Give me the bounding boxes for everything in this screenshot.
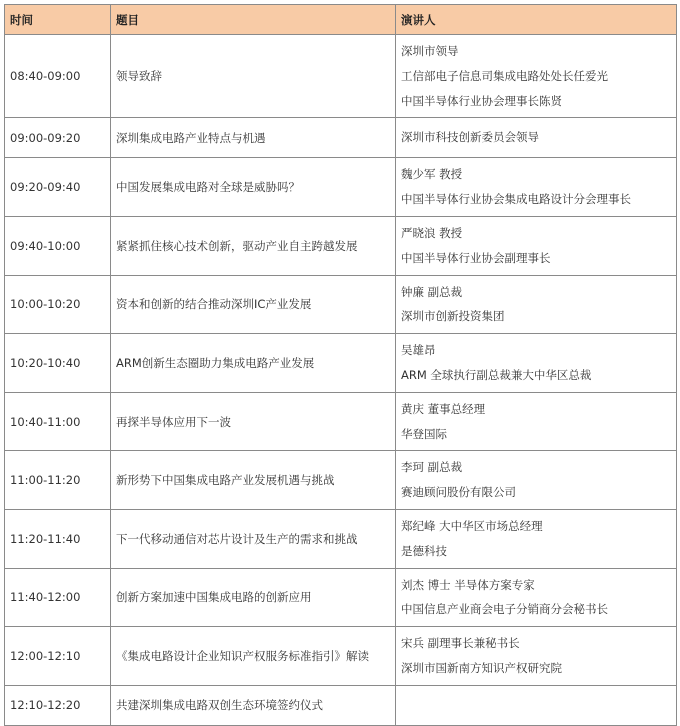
speaker-line: 深圳市领导 — [401, 44, 459, 58]
speaker-line: 李珂 副总裁 — [401, 460, 463, 475]
row-speaker — [396, 216, 677, 275]
speaker-line: 深圳市科技创新委员会领导 — [401, 130, 539, 145]
agenda-row — [5, 35, 677, 118]
row-topic: 紧紧抓住核心技术创新，驱动产业自主跨越发展 — [111, 216, 396, 275]
speaker-line: 中国半导体行业协会集成电路设计分会理事长 — [401, 192, 631, 207]
agenda-row — [5, 685, 677, 725]
agenda-row — [5, 158, 677, 217]
row-time: 12:10-12:20 — [5, 685, 111, 725]
agenda-row — [5, 627, 677, 686]
speaker-line: 郑纪峰 大中华区市场总经理 — [401, 518, 543, 533]
row-time: 11:20-11:40 — [5, 509, 111, 568]
row-time: 12:00-12:10 — [5, 627, 111, 686]
speaker-line: 刘杰 博士 半导体方案专家 — [401, 577, 535, 592]
speaker-line: 深圳市国新南方知识产权研究院 — [401, 660, 562, 675]
speaker-line: 魏少军 教授 — [401, 167, 463, 182]
speaker-line: 工信部电子信息司集成电路处处长任爱光 — [401, 68, 608, 83]
row-speaker — [396, 627, 677, 686]
row-topic: 共建深圳集成电路双创生态环境签约仪式 — [111, 685, 396, 725]
speaker-line: 深圳市创新投资集团 — [401, 309, 505, 324]
header-row — [5, 5, 677, 35]
row-time: 09:40-10:00 — [5, 216, 111, 275]
agenda-header — [5, 5, 677, 35]
speaker-line: 是德科技 — [401, 543, 447, 558]
row-time: 11:40-12:00 — [5, 568, 111, 627]
agenda-body — [5, 35, 677, 726]
agenda-row — [5, 334, 677, 393]
speaker-line: ARM 全球执行副总裁兼大中华区总裁 — [401, 367, 592, 382]
speaker-line: 钟廉 副总裁 — [401, 284, 463, 299]
agenda-row — [5, 118, 677, 158]
row-topic: 领导致辞 — [111, 35, 396, 118]
row-topic: 《集成电路设计企业知识产权服务标准指引》解读 — [111, 627, 396, 686]
row-topic: 下一代移动通信对芯片设计及生产的需求和挑战 — [111, 509, 396, 568]
header-topic: 题目 — [111, 5, 396, 35]
row-speaker — [396, 568, 677, 627]
agenda-table — [4, 4, 677, 726]
row-speaker — [396, 509, 677, 568]
row-time: 09:00-09:20 — [5, 118, 111, 158]
row-topic: 中国发展集成电路对全球是威胁吗？ — [111, 158, 396, 217]
row-time: 10:40-11:00 — [5, 392, 111, 451]
agenda-row — [5, 392, 677, 451]
speaker-line: 吴雄昂 — [401, 343, 436, 358]
row-topic: 资本和创新的结合推动深圳IC产业发展 — [111, 275, 396, 334]
row-speaker — [396, 392, 677, 451]
row-topic: 深圳集成电路产业特点与机遇 — [111, 118, 396, 158]
row-time: 08:40-09:00 — [5, 35, 111, 118]
row-speaker — [396, 35, 677, 118]
row-time: 11:00-11:20 — [5, 451, 111, 510]
speaker-line: 华登国际 — [401, 426, 447, 441]
row-topic: 新形势下中国集成电路产业发展机遇与挑战 — [111, 451, 396, 510]
row-speaker — [396, 118, 677, 158]
speaker-line: 赛迪顾问股份有限公司 — [401, 485, 516, 500]
row-time: 09:20-09:40 — [5, 158, 111, 217]
agenda-row — [5, 216, 677, 275]
header-speaker: 演讲人 — [396, 5, 677, 35]
row-speaker — [396, 334, 677, 393]
row-speaker — [396, 158, 677, 217]
row-time: 10:20-10:40 — [5, 334, 111, 393]
row-speaker — [396, 275, 677, 334]
speaker-line: 严晓浪 教授 — [401, 225, 463, 240]
row-topic: 创新方案加速中国集成电路的创新应用 — [111, 568, 396, 627]
agenda-row — [5, 451, 677, 510]
speaker-line: 中国半导体行业协会副理事长 — [401, 250, 551, 265]
header-time: 时间 — [5, 5, 111, 35]
agenda-row — [5, 275, 677, 334]
speaker-line: 中国信息产业商会电子分销商分会秘书长 — [401, 602, 608, 617]
speaker-line: 宋兵 副理事长兼秘书长 — [401, 636, 520, 651]
row-speaker — [396, 685, 677, 725]
row-topic: ARM创新生态圈助力集成电路产业发展 — [111, 334, 396, 393]
speaker-line: 中国半导体行业协会理事长陈贤 — [401, 93, 562, 108]
agenda-row — [5, 568, 677, 627]
row-time: 10:00-10:20 — [5, 275, 111, 334]
agenda-row — [5, 509, 677, 568]
speaker-line: 黄庆 董事总经理 — [401, 401, 486, 416]
row-speaker — [396, 451, 677, 510]
row-topic: 再探半导体应用下一波 — [111, 392, 396, 451]
